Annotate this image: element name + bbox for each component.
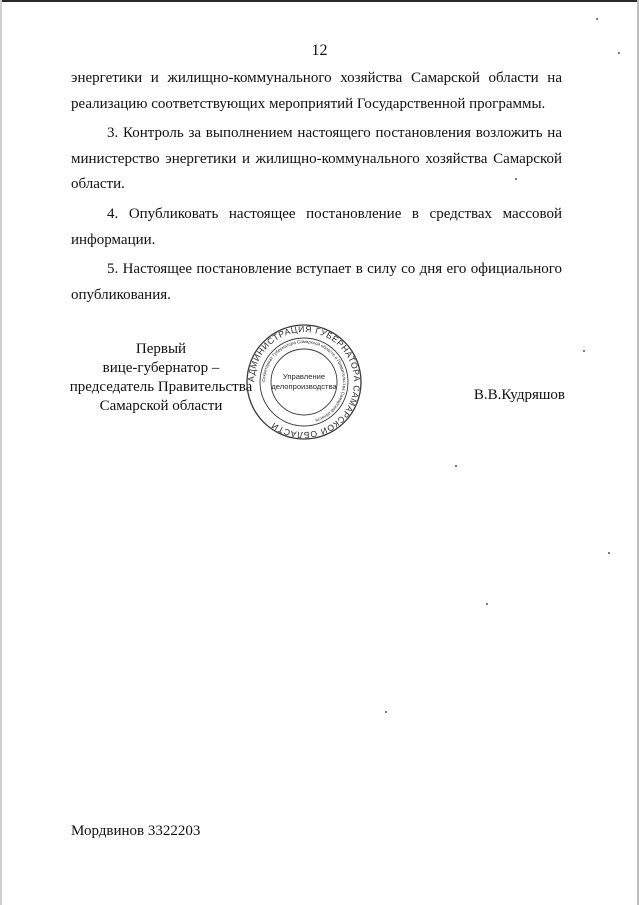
scan-speck xyxy=(583,350,585,352)
stamp-center-line2: делопроизводства xyxy=(271,382,337,391)
signatory-title xyxy=(66,340,256,416)
body-text xyxy=(71,66,562,312)
paragraph-item-4: 4. Опубликовать настоящее постановление в средствах массовой информации. xyxy=(71,205,562,248)
official-stamp xyxy=(244,322,364,442)
signatory-title-line: председатель Правительства xyxy=(69,379,253,395)
paragraph-item-5: 5. Настоящее постановление вступает в силу со дня его официального опубликования. xyxy=(71,261,562,303)
scan-speck xyxy=(455,465,457,467)
scan-speck xyxy=(486,603,488,605)
footer-executor: Мордвинов 3322203 xyxy=(71,823,201,839)
scan-speck xyxy=(385,711,387,713)
signatory-title-line: вице-губернатор – xyxy=(102,360,220,376)
scan-edge-top xyxy=(0,0,639,2)
stamp-outer-text: АДМИНИСТРАЦИЯ ГУБЕРНАТОРА САМАРСКОЙ ОБЛАСТИ xyxy=(245,323,363,441)
scan-speck xyxy=(618,52,620,54)
scan-speck xyxy=(596,18,598,20)
stamp-inner-text: Секретариат Губернатора Самарской области и Правительства Самарской области xyxy=(260,338,348,424)
stamp-center-line1: Управление xyxy=(282,372,326,381)
paragraph-continuation: энергетики и жилищно-коммунального хозяйства Самарской области на реализацию соответствующих мероприятий Государственной программы. xyxy=(71,70,562,112)
scan-speck xyxy=(608,552,610,554)
signatory-name: В.В.Кудряшов xyxy=(473,387,565,403)
scan-edge-left xyxy=(0,0,2,905)
signatory-title-line: Самарской области xyxy=(99,398,223,414)
scan-speck xyxy=(515,178,517,180)
page-number: 12 xyxy=(311,42,328,59)
signatory-title-line: Первый xyxy=(135,341,187,357)
paragraph-item-3: 3. Контроль за выполнением настоящего постановления возложить на министерство энергетики и жилищно-коммунального хозяйства Самарской области. xyxy=(71,125,562,193)
